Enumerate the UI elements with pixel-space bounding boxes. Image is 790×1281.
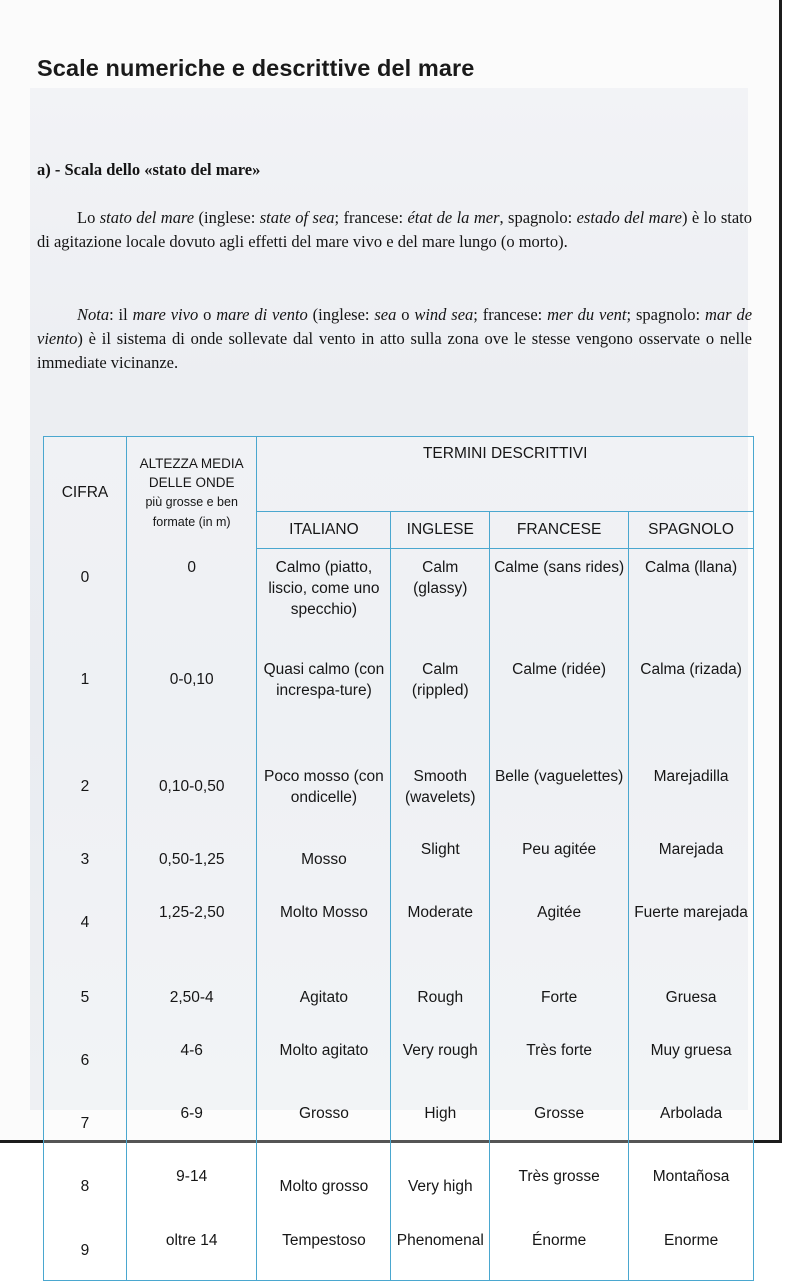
cell-italiano: Molto Mosso — [257, 894, 391, 969]
table-row — [44, 969, 754, 1032]
cell-italiano: Calmo (piatto, liscio, come uno specchio) — [257, 549, 391, 651]
cell-italiano: Molto grosso — [257, 1158, 391, 1222]
header-altezza-main: ALTEZZA MEDIA DELLE ONDE — [139, 455, 244, 490]
table-row — [44, 758, 754, 831]
table-row — [44, 1095, 754, 1158]
cell-inglese: Rough — [391, 969, 490, 1032]
cell-spagnolo: Arbolada — [629, 1095, 754, 1158]
cell-italiano: Molto agitato — [257, 1032, 391, 1095]
cell-spagnolo: Fuerte marejada — [629, 894, 754, 969]
table-row — [44, 651, 754, 758]
cell-altezza: 6-9 — [126, 1095, 256, 1158]
cell-cifra: 0 — [44, 549, 127, 651]
cell-francese: Grosse — [490, 1095, 629, 1158]
cell-spagnolo: Calma (llana) — [629, 549, 754, 651]
cell-inglese: Moderate — [391, 894, 490, 969]
table-row — [44, 831, 754, 894]
cell-altezza: 0-0,10 — [126, 651, 256, 758]
header-spagnolo: SPAGNOLO — [629, 512, 754, 549]
cell-altezza: 0,10-0,50 — [126, 758, 256, 831]
cell-inglese: Smooth (wavelets) — [391, 758, 490, 831]
page-title: Scale numeriche e descrittive del mare — [37, 55, 475, 81]
cell-altezza: 4-6 — [126, 1032, 256, 1095]
cell-inglese: Phenomenal — [391, 1222, 490, 1281]
table-row — [44, 894, 754, 969]
cell-spagnolo: Gruesa — [629, 969, 754, 1032]
cell-altezza: 0 — [126, 549, 256, 651]
header-inglese: INGLESE — [391, 512, 490, 549]
section-heading: a) - Scala dello «stato del mare» — [37, 160, 261, 179]
cell-cifra: 1 — [44, 651, 127, 758]
cell-spagnolo: Marejada — [629, 831, 754, 894]
cell-cifra: 2 — [44, 758, 127, 831]
table-row — [44, 1032, 754, 1095]
cell-francese: Calme (sans rides) — [490, 549, 629, 651]
cell-cifra: 3 — [44, 831, 127, 894]
cell-cifra: 9 — [44, 1222, 127, 1281]
header-altezza-sub: più grosse e ben formate (in m) — [145, 494, 238, 529]
cell-italiano: Quasi calmo (con increspa-ture) — [257, 651, 391, 758]
cell-francese: Forte — [490, 969, 629, 1032]
table-row — [44, 549, 754, 651]
cell-italiano: Mosso — [257, 831, 391, 894]
cell-italiano: Poco mosso (con ondicelle) — [257, 758, 391, 831]
cell-francese: Belle (vaguelettes) — [490, 758, 629, 831]
cell-altezza: 2,50-4 — [126, 969, 256, 1032]
cell-inglese: Calm (glassy) — [391, 549, 490, 651]
table-row — [44, 1222, 754, 1281]
cell-spagnolo: Enorme — [629, 1222, 754, 1281]
cell-cifra: 8 — [44, 1158, 127, 1222]
cell-francese: Très grosse — [490, 1158, 629, 1222]
cell-francese: Peu agitée — [490, 831, 629, 894]
cell-altezza: oltre 14 — [126, 1222, 256, 1281]
cell-italiano: Grosso — [257, 1095, 391, 1158]
cell-spagnolo: Marejadilla — [629, 758, 754, 831]
cell-inglese: Calm (rippled) — [391, 651, 490, 758]
cell-spagnolo: Montañosa — [629, 1158, 754, 1222]
cell-italiano: Tempestoso — [257, 1222, 391, 1281]
cell-inglese: Very rough — [391, 1032, 490, 1095]
header-altezza — [126, 437, 256, 549]
cell-cifra: 4 — [44, 894, 127, 969]
intro-paragraph: Lo stato del mare (inglese: state of sea; francese: état de la mer, spagnolo: estado del mare) è lo stato di agitazione locale dovuto agli effetti del mare vivo e del mare lungo (o morto). — [37, 208, 752, 251]
header-cifra: CIFRA — [44, 437, 127, 549]
cell-inglese: Slight — [391, 831, 490, 894]
cell-francese: Très forte — [490, 1032, 629, 1095]
table-row — [44, 1158, 754, 1222]
note-paragraph: Nota: il mare vivo o mare di vento (inglese: sea o wind sea; francese: mer du vent; spagnolo: mar de viento) è il sistema di onde sollevate dal vento in atto sulla zona ove le stesse vengono osservate o nelle immediate vicinanze. — [37, 305, 753, 372]
header-italiano: ITALIANO — [257, 512, 391, 549]
cell-altezza: 1,25-2,50 — [126, 894, 256, 969]
header-francese: FRANCESE — [490, 512, 629, 549]
cell-inglese: Very high — [391, 1158, 490, 1222]
cell-francese: Calme (ridée) — [490, 651, 629, 758]
cell-cifra: 7 — [44, 1095, 127, 1158]
header-termini-descrittivi: TERMINI DESCRITTIVI — [257, 437, 754, 512]
cell-altezza: 9-14 — [126, 1158, 256, 1222]
cell-inglese: High — [391, 1095, 490, 1158]
cell-spagnolo: Calma (rizada) — [629, 651, 754, 758]
cell-spagnolo: Muy gruesa — [629, 1032, 754, 1095]
cell-italiano: Agitato — [257, 969, 391, 1032]
cell-cifra: 5 — [44, 969, 127, 1032]
cell-francese: Agitée — [490, 894, 629, 969]
sea-state-table — [43, 436, 754, 1281]
cell-cifra: 6 — [44, 1032, 127, 1095]
cell-altezza: 0,50-1,25 — [126, 831, 256, 894]
cell-francese: Énorme — [490, 1222, 629, 1281]
